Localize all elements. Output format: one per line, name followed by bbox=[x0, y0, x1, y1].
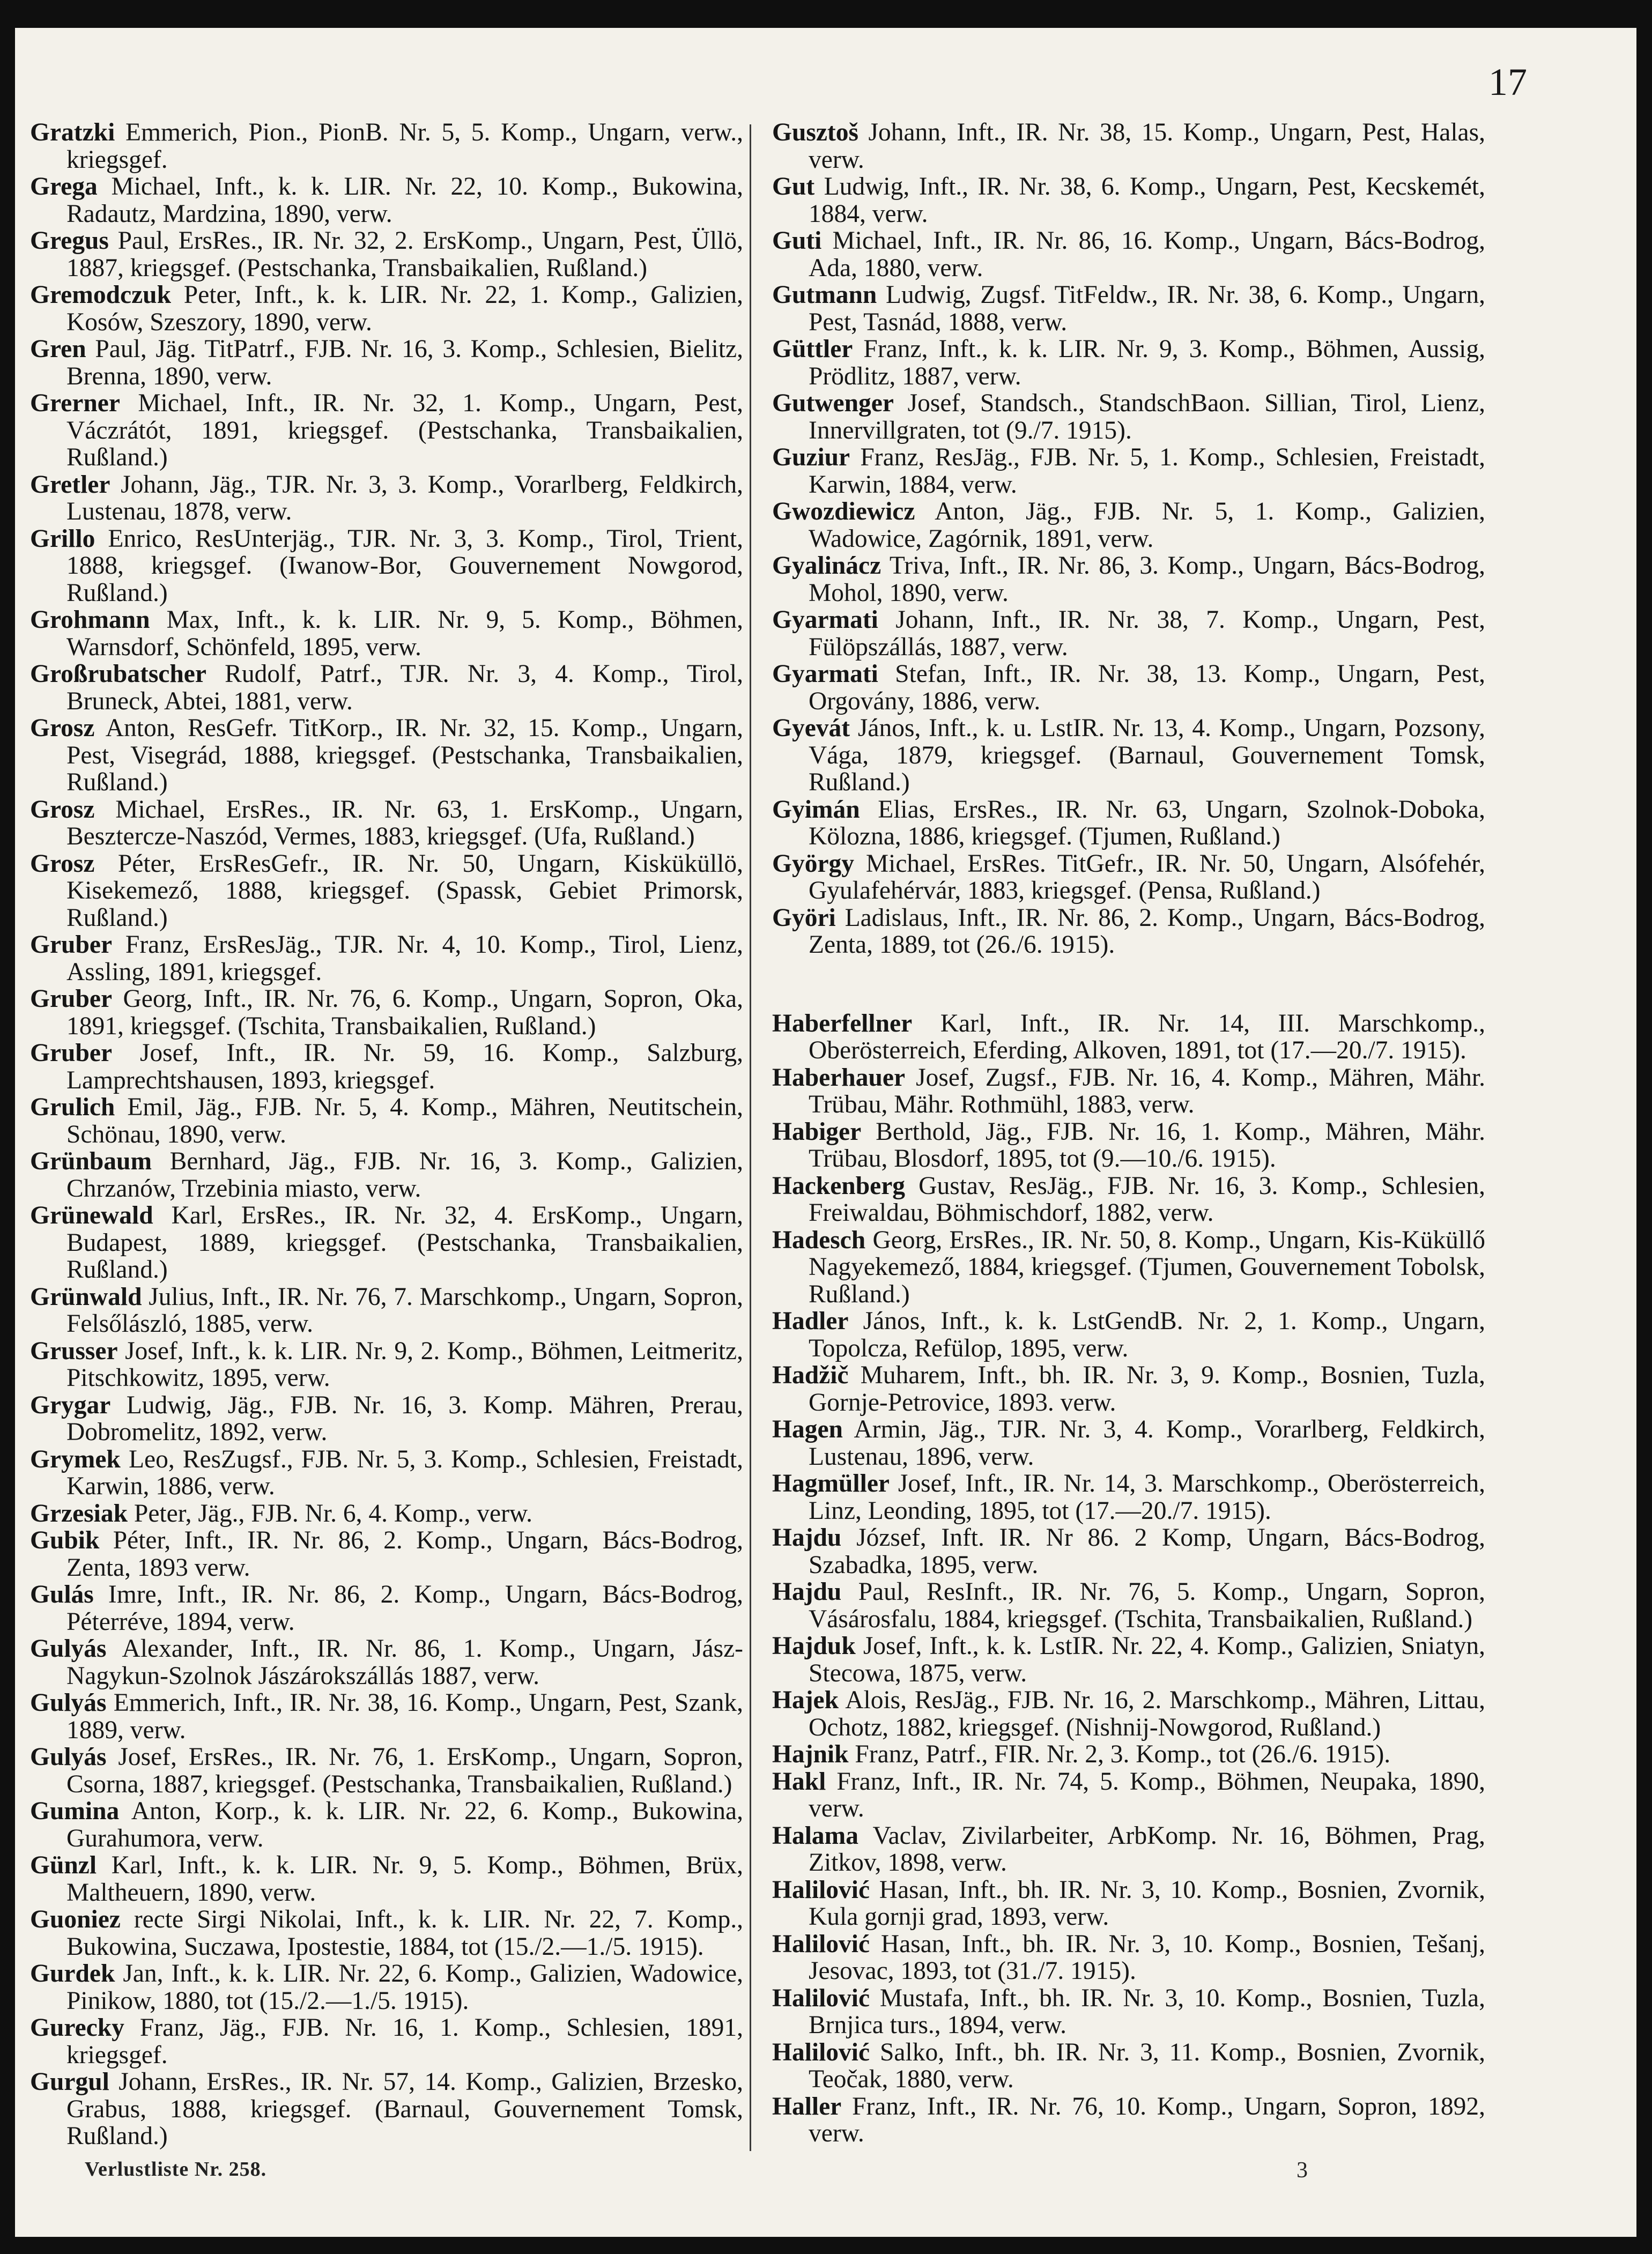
entry-details: Josef, ErsRes., IR. Nr. 76, 1. ErsKomp., Ungarn, Sopron, Csorna, 1887, kriegsgef. (Pestschanka, Transbaikalien, Rußland.) bbox=[66, 1743, 743, 1798]
casualty-entry bbox=[30, 850, 743, 932]
casualty-entry bbox=[772, 1064, 1485, 1118]
entry-details: Péter, ErsResGefr., IR. Nr. 50, Ungarn, Kisküküllö, Kisekemező, 1888, kriegsgef. (Spassk, Gebiet Primorsk, Rußland.) bbox=[66, 849, 743, 932]
entry-details: Michael, Inft., IR. Nr. 32, 1. Komp., Ungarn, Pest, Váczrátót, 1891, kriegsgef. (Pestschanka, Transbaikalien, Rußland.) bbox=[66, 389, 743, 471]
entry-surname: Hajnik bbox=[772, 1740, 849, 1768]
casualty-entry bbox=[30, 471, 743, 525]
entry-surname: Hagmüller bbox=[772, 1470, 890, 1497]
casualty-entry bbox=[772, 1173, 1485, 1227]
right-column bbox=[772, 119, 1485, 2147]
entry-details: Emmerich, Pion., PionB. Nr. 5, 5. Komp., Ungarn, verw., kriegsgef. bbox=[66, 118, 743, 174]
entry-details: Gustav, ResJäg., FJB. Nr. 16, 3. Komp., Schlesien, Freiwaldau, Böhmischdorf, 1882, verw. bbox=[809, 1172, 1485, 1227]
casualty-entry bbox=[772, 336, 1485, 390]
entry-details: Franz, Inft., IR. Nr. 76, 10. Komp., Ungarn, Sopron, 1892, verw. bbox=[809, 2092, 1485, 2147]
casualty-entry bbox=[772, 715, 1485, 796]
entry-details: Josef, Standsch., StandschBaon. Sillian, Tirol, Lienz, Innervillgraten, tot (9./7. 1915). bbox=[809, 389, 1485, 444]
entry-surname: Hajdu bbox=[772, 1524, 842, 1552]
entry-details: Ludwig, Inft., IR. Nr. 38, 6. Komp., Ungarn, Pest, Kecskemét, 1884, verw. bbox=[809, 173, 1485, 228]
casualty-entry bbox=[772, 796, 1485, 850]
casualty-entry bbox=[30, 1148, 743, 1202]
entry-details: Georg, Inft., IR. Nr. 76, 6. Komp., Ungarn, Sopron, Oka, 1891, kriegsgef. (Tschita, Transbaikalien, Rußland.) bbox=[66, 985, 743, 1040]
casualty-entry bbox=[772, 1362, 1485, 1416]
entry-details: Anton, Korp., k. k. LIR. Nr. 22, 6. Komp., Bukowina, Gurahumora, verw. bbox=[66, 1797, 743, 1852]
entry-details: Franz, Jäg., FJB. Nr. 16, 1. Komp., Schlesien, 1891, kriegsgef. bbox=[66, 2014, 743, 2069]
casualty-entry bbox=[30, 173, 743, 227]
casualty-entry bbox=[30, 715, 743, 796]
entry-surname: Hadžič bbox=[772, 1361, 849, 1389]
casualty-entry bbox=[30, 281, 743, 336]
entry-surname: György bbox=[772, 849, 855, 878]
casualty-entry bbox=[772, 606, 1485, 661]
casualty-entry bbox=[772, 1633, 1485, 1687]
casualty-entry bbox=[772, 1524, 1485, 1578]
casualty-entry bbox=[30, 1284, 743, 1338]
entry-details: Franz, ErsResJäg., TJR. Nr. 4, 10. Komp., Tirol, Lienz, Assling, 1891, kriegsgef. bbox=[66, 931, 743, 986]
entry-details: Anton, Jäg., FJB. Nr. 5, 1. Komp., Galizien, Wadowice, Zagórnik, 1891, verw. bbox=[809, 498, 1485, 553]
entry-details: Anton, ResGefr. TitKorp., IR. Nr. 32, 15. Komp., Ungarn, Pest, Visegrád, 1888, kriegsgef. (Pestschanka, Transbaikalien, Rußland.) bbox=[66, 714, 743, 796]
casualty-entry bbox=[30, 931, 743, 985]
entry-surname: Györi bbox=[772, 903, 836, 932]
entry-surname: Gut bbox=[772, 173, 815, 201]
entry-details: Ludwig, Zugsf. TitFeldw., IR. Nr. 38, 6. Komp., Ungarn, Pest, Tasnád, 1888, verw. bbox=[809, 281, 1485, 336]
entry-surname: Gyevát bbox=[772, 714, 850, 742]
entry-details: Emmerich, Inft., IR. Nr. 38, 16. Komp., Ungarn, Pest, Szank, 1889, verw. bbox=[66, 1689, 743, 1744]
casualty-entry bbox=[30, 1581, 743, 1635]
left-column bbox=[30, 119, 743, 2150]
entry-details: Franz, Inft., k. k. LIR. Nr. 9, 3. Komp., Böhmen, Aussig, Prödlitz, 1887, verw. bbox=[809, 335, 1485, 390]
casualty-entry bbox=[772, 552, 1485, 606]
entry-details: Josef, Inft., IR. Nr. 14, 3. Marschkomp., Oberösterreich, Linz, Leonding, 1895, tot (17.—20./7. 1915). bbox=[809, 1470, 1485, 1525]
casualty-entry bbox=[30, 1338, 743, 1392]
entry-details: Salko, Inft., bh. IR. Nr. 3, 11. Komp., Bosnien, Zvornik, Teočak, 1880, verw. bbox=[809, 2038, 1485, 2093]
casualty-entry bbox=[30, 796, 743, 850]
entry-surname: Gurdek bbox=[30, 1960, 115, 1988]
entry-details: Julius, Inft., IR. Nr. 76, 7. Marschkomp., Ungarn, Sopron, Felsőlászló, 1885, verw. bbox=[66, 1282, 743, 1338]
entry-details: Josef, Inft., k. k. LstIR. Nr. 22, 4. Komp., Galizien, Sniatyn, Stecowa, 1875, verw. bbox=[809, 1632, 1485, 1687]
entry-details: Peter, Inft., k. k. LIR. Nr. 22, 1. Komp., Galizien, Kosów, Szeszory, 1890, verw. bbox=[66, 281, 743, 336]
entry-details: Hasan, Inft., bh. IR. Nr. 3, 10. Komp., Bosnien, Zvornik, Kula gornji grad, 1893, verw. bbox=[809, 1875, 1485, 1931]
entry-details: János, Inft., k. k. LstGendB. Nr. 2, 1. Komp., Ungarn, Topolcza, Refülop, 1895, verw. bbox=[809, 1307, 1485, 1362]
entry-surname: Grünwald bbox=[30, 1282, 142, 1311]
entry-surname: Gulás bbox=[30, 1581, 94, 1608]
entry-surname: Gulyás bbox=[30, 1635, 107, 1663]
entry-surname: Gyarmati bbox=[772, 606, 878, 634]
entry-details: Johann, Jäg., TJR. Nr. 3, 3. Komp., Vorarlberg, Feldkirch, Lustenau, 1878, verw. bbox=[66, 470, 743, 525]
casualty-entry bbox=[30, 606, 743, 661]
entry-details: Mustafa, Inft., bh. IR. Nr. 3, 10. Komp., Bosnien, Tuzla, Brnjica turs., 1894, verw. bbox=[809, 1984, 1485, 2039]
casualty-entry bbox=[772, 1416, 1485, 1470]
casualty-entry bbox=[30, 661, 743, 715]
casualty-entry bbox=[772, 444, 1485, 498]
casualty-entry bbox=[772, 1308, 1485, 1362]
casualty-entry bbox=[30, 1689, 743, 1744]
entry-surname: Grillo bbox=[30, 524, 95, 553]
casualty-entry bbox=[30, 1446, 743, 1500]
entry-surname: Gutwenger bbox=[772, 389, 894, 417]
entry-surname: Grosz bbox=[30, 849, 95, 878]
entry-details: Max, Inft., k. k. LIR. Nr. 9, 5. Komp., Böhmen, Warnsdorf, Schönfeld, 1895, verw. bbox=[66, 606, 743, 661]
entry-surname: Grosz bbox=[30, 714, 95, 742]
casualty-entry bbox=[772, 390, 1485, 444]
entry-surname: Grosz bbox=[30, 795, 95, 824]
entry-details: Josef, Zugsf., FJB. Nr. 16, 4. Komp., Mähren, Mähr. Trübau, Mähr. Rothmühl, 1883, verw. bbox=[809, 1063, 1485, 1118]
entry-surname: Gretler bbox=[30, 470, 110, 499]
entry-details: Peter, Jäg., FJB. Nr. 6, 4. Komp., verw. bbox=[128, 1499, 533, 1528]
entry-surname: Grünbaum bbox=[30, 1147, 152, 1175]
casualty-entry bbox=[30, 227, 743, 281]
casualty-entry bbox=[772, 498, 1485, 552]
entry-details: Berthold, Jäg., FJB. Nr. 16, 1. Komp., Mähren, Mähr. Trübau, Blosdorf, 1895, tot (9.—10./6. 1915). bbox=[809, 1117, 1485, 1173]
entry-surname: Hakl bbox=[772, 1767, 826, 1796]
casualty-entry bbox=[30, 1635, 743, 1689]
casualty-entry bbox=[772, 1578, 1485, 1633]
entry-surname: Gwozdiewicz bbox=[772, 498, 915, 525]
entry-details: Karl, ErsRes., IR. Nr. 32, 4. ErsKomp., Ungarn, Budapest, 1889, kriegsgef. (Pestschanka, Transbaikalien, Rußland.) bbox=[66, 1202, 743, 1284]
casualty-entry bbox=[30, 390, 743, 471]
casualty-entry bbox=[772, 1768, 1485, 1822]
entry-details: Franz, Inft., IR. Nr. 74, 5. Komp., Böhmen, Neupaka, 1890, verw. bbox=[809, 1767, 1485, 1822]
entry-surname: Halilović bbox=[772, 1984, 870, 2012]
entry-surname: Haberfellner bbox=[772, 1009, 913, 1037]
entry-surname: Gulyás bbox=[30, 1689, 107, 1717]
entry-surname: Halama bbox=[772, 1821, 858, 1850]
entry-details: Michael, ErsRes. TitGefr., IR. Nr. 50, Ungarn, Alsófehér, Gyulafehérvár, 1883, kriegsgef. (Pensa, Rußland.) bbox=[809, 849, 1485, 904]
casualty-entry bbox=[772, 661, 1485, 715]
entry-surname: Gumina bbox=[30, 1797, 120, 1825]
entry-details: Vaclav, Zivilarbeiter, ArbKomp. Nr. 16, Böhmen, Prag, Zitkov, 1898, verw. bbox=[809, 1821, 1485, 1877]
entry-details: Franz, Patrf., FIR. Nr. 2, 3. Komp., tot (26./6. 1915). bbox=[848, 1740, 1391, 1768]
entry-surname: Grygar bbox=[30, 1391, 111, 1419]
entry-surname: Gurecky bbox=[30, 2014, 124, 2042]
casualty-entry bbox=[30, 1798, 743, 1852]
casualty-entry bbox=[772, 1118, 1485, 1173]
entry-details: Leo, ResZugsf., FJB. Nr. 5, 3. Komp., Schlesien, Freistadt, Karwin, 1886, verw. bbox=[66, 1445, 743, 1500]
entry-surname: Gren bbox=[30, 335, 86, 363]
entry-surname: Günzl bbox=[30, 1851, 97, 1879]
entry-surname: Güttler bbox=[772, 335, 853, 363]
casualty-entry bbox=[772, 1227, 1485, 1308]
entry-details: József, Inft. IR. Nr 86. 2 Komp, Ungarn, Bács-Bodrog, Szabadka, 1895, verw. bbox=[809, 1524, 1485, 1579]
entry-surname: Guti bbox=[772, 227, 822, 255]
casualty-entry bbox=[30, 1960, 743, 2014]
entry-surname: Gyalinácz bbox=[772, 552, 881, 580]
casualty-entry bbox=[772, 119, 1485, 173]
casualty-entry bbox=[30, 1392, 743, 1446]
entry-surname: Gyarmati bbox=[772, 660, 878, 688]
entry-surname: Habiger bbox=[772, 1117, 862, 1146]
entry-details: Karl, Inft., IR. Nr. 14, III. Marschkomp., Oberösterreich, Eferding, Alkoven, 1891, tot (17.—20./7. 1915). bbox=[809, 1009, 1485, 1064]
entry-surname: Haberhauer bbox=[772, 1063, 906, 1092]
casualty-entry bbox=[772, 850, 1485, 904]
entry-details: Jan, Inft., k. k. LIR. Nr. 22, 6. Komp., Galizien, Wadowice, Pinikow, 1880, tot (15./2.—1./5. 1915). bbox=[66, 1960, 743, 2015]
entry-surname: Hadesch bbox=[772, 1226, 866, 1254]
footer-sheet-number: 3 bbox=[1297, 2158, 1308, 2183]
entry-details: Ladislaus, Inft., IR. Nr. 86, 2. Komp., Ungarn, Bács-Bodrog, Zenta, 1889, tot (26./6. 1915). bbox=[809, 903, 1485, 959]
entry-surname: Guoniez bbox=[30, 1905, 121, 1933]
entry-surname: Gruber bbox=[30, 985, 113, 1013]
casualty-entry bbox=[30, 525, 743, 607]
entry-details: Imre, Inft., IR. Nr. 86, 2. Komp., Ungarn, Bács-Bodrog, Péterréve, 1894, verw. bbox=[66, 1581, 743, 1636]
casualty-entry bbox=[30, 1094, 743, 1148]
casualty-entry bbox=[772, 1931, 1485, 1985]
casualty-entry bbox=[30, 985, 743, 1040]
column-divider bbox=[750, 124, 751, 2151]
entry-surname: Halilović bbox=[772, 2038, 870, 2066]
entry-details: Enrico, ResUnterjäg., TJR. Nr. 3, 3. Komp., Tirol, Trient, 1888, kriegsgef. (Iwanow-Bor, Gouvernement Nowgorod, Rußland.) bbox=[66, 524, 743, 607]
casualty-entry bbox=[772, 904, 1485, 959]
entry-surname: Hackenberg bbox=[772, 1172, 906, 1200]
casualty-entry bbox=[30, 1040, 743, 1094]
entry-details: Karl, Inft., k. k. LIR. Nr. 9, 5. Komp., Böhmen, Brüx, Maltheuern, 1890, verw. bbox=[66, 1851, 743, 1907]
entry-surname: Grerner bbox=[30, 389, 120, 417]
entry-details: Ludwig, Jäg., FJB. Nr. 16, 3. Komp. Mähren, Prerau, Dobromelitz, 1892, verw. bbox=[66, 1391, 743, 1446]
casualty-entry bbox=[30, 336, 743, 390]
casualty-entry bbox=[772, 1010, 1485, 1064]
casualty-entry bbox=[30, 2068, 743, 2150]
entry-surname: Guziur bbox=[772, 443, 850, 471]
entry-surname: Gruber bbox=[30, 931, 113, 959]
casualty-entry bbox=[30, 1906, 743, 1960]
entry-surname: Gurgul bbox=[30, 2068, 109, 2096]
casualty-entry bbox=[30, 1202, 743, 1284]
entry-details: Johann, Inft., IR. Nr. 38, 15. Komp., Ungarn, Pest, Halas, verw. bbox=[809, 118, 1485, 174]
entry-surname: Hajek bbox=[772, 1686, 839, 1714]
entry-details: Franz, ResJäg., FJB. Nr. 5, 1. Komp., Schlesien, Freistadt, Karwin, 1884, verw. bbox=[809, 443, 1485, 499]
entry-surname: Gutmann bbox=[772, 281, 877, 309]
entry-details: Muharem, Inft., bh. IR. Nr. 3, 9. Komp., Bosnien, Tuzla, Gornje-Petrovice, 1893. verw. bbox=[809, 1361, 1485, 1417]
casualty-entry bbox=[772, 2039, 1485, 2093]
entry-surname: Gregus bbox=[30, 227, 109, 255]
document-page bbox=[15, 28, 1636, 2237]
entry-surname: Haller bbox=[772, 2092, 842, 2120]
entry-surname: Gubik bbox=[30, 1526, 100, 1554]
page-number: 17 bbox=[1488, 61, 1527, 103]
entry-surname: Grulich bbox=[30, 1093, 115, 1121]
entry-details: Georg, ErsRes., IR. Nr. 50, 8. Komp., Ungarn, Kis-Küküllő Nagyekemező, 1884, kriegsgef. (Tjumen, Gouvernement Tobolsk, Rußland.) bbox=[809, 1226, 1485, 1308]
entry-surname: Hajdu bbox=[772, 1578, 842, 1606]
entry-surname: Gruber bbox=[30, 1039, 113, 1067]
entry-details: Stefan, Inft., IR. Nr. 38, 13. Komp., Ungarn, Pest, Orgovány, 1886, verw. bbox=[809, 660, 1485, 715]
entry-surname: Grzesiak bbox=[30, 1499, 128, 1528]
entry-surname: Gyimán bbox=[772, 795, 860, 824]
casualty-entry bbox=[772, 1985, 1485, 2039]
entry-surname: Hagen bbox=[772, 1415, 843, 1443]
entry-details: Johann, Inft., IR. Nr. 38, 7. Komp., Ungarn, Pest, Fülöpszállás, 1887, verw. bbox=[809, 606, 1485, 661]
casualty-entry bbox=[772, 1687, 1485, 1741]
entry-details: Alois, ResJäg., FJB. Nr. 16, 2. Marschkomp., Mähren, Littau, Ochotz, 1882, kriegsgef. (Nishnij-Nowgorod, Rußland.) bbox=[809, 1686, 1485, 1741]
entry-details: Armin, Jäg., TJR. Nr. 3, 4. Komp., Vorarlberg, Feldkirch, Lustenau, 1896, verw. bbox=[809, 1415, 1485, 1471]
footer-list-label: Verlustliste Nr. 258. bbox=[85, 2158, 267, 2181]
entry-surname: Grohmann bbox=[30, 606, 150, 634]
entry-details: Triva, Inft., IR. Nr. 86, 3. Komp., Ungarn, Bács-Bodrog, Mohol, 1890, verw. bbox=[809, 552, 1485, 607]
entry-details: Emil, Jäg., FJB. Nr. 5, 4. Komp., Mähren, Neutitschein, Schönau, 1890, verw. bbox=[66, 1093, 743, 1148]
entry-details: Michael, Inft., k. k. LIR. Nr. 22, 10. Komp., Bukowina, Radautz, Mardzina, 1890, verw. bbox=[66, 173, 743, 228]
entry-details: Elias, ErsRes., IR. Nr. 63, Ungarn, Szolnok-Doboka, Kölozna, 1886, kriegsgef. (Tjumen, Rußland.) bbox=[809, 795, 1485, 850]
entry-surname: Großrubatscher bbox=[30, 660, 206, 688]
entry-details: Péter, Inft., IR. Nr. 86, 2. Komp., Ungarn, Bács-Bodrog, Zenta, 1893 verw. bbox=[66, 1526, 743, 1582]
casualty-entry bbox=[30, 1527, 743, 1581]
casualty-entry bbox=[30, 1744, 743, 1798]
entry-surname: Gratzki bbox=[30, 118, 115, 146]
casualty-entry bbox=[30, 2014, 743, 2068]
entry-surname: Hajduk bbox=[772, 1632, 856, 1660]
casualty-entry bbox=[30, 1500, 743, 1528]
entry-surname: Gusztoš bbox=[772, 118, 858, 146]
entry-surname: Gremodczuk bbox=[30, 281, 171, 309]
entry-details: Johann, ErsRes., IR. Nr. 57, 14. Komp., Galizien, Brzesko, Grabus, 1888, kriegsgef. (Barnaul, Gouvernement Tomsk, Rußland.) bbox=[66, 2068, 743, 2150]
entry-details: Michael, ErsRes., IR. Nr. 63, 1. ErsKomp., Ungarn, Besztercze-Naszód, Vermes, 1883, kriegsgef. (Ufa, Rußland.) bbox=[66, 795, 743, 850]
casualty-entry bbox=[30, 1852, 743, 1906]
entry-surname: Halilović bbox=[772, 1875, 870, 1904]
entry-details: Rudolf, Patrf., TJR. Nr. 3, 4. Komp., Tirol, Bruneck, Abtei, 1881, verw. bbox=[66, 660, 743, 715]
casualty-entry bbox=[30, 119, 743, 173]
entry-details: Paul, Jäg. TitPatrf., FJB. Nr. 16, 3. Komp., Schlesien, Bielitz, Brenna, 1890, verw. bbox=[66, 335, 743, 390]
entry-details: recte Sirgi Nikolai, Inft., k. k. LIR. Nr. 22, 7. Komp., Bukowina, Suczawa, Ipostestie, 1884, tot (15./2.—1./5. 1915). bbox=[66, 1905, 743, 1961]
casualty-entry bbox=[772, 173, 1485, 227]
entry-surname: Halilović bbox=[772, 1930, 870, 1958]
entry-surname: Grünewald bbox=[30, 1202, 153, 1229]
entry-details: Paul, ResInft., IR. Nr. 76, 5. Komp., Ungarn, Sopron, Vásárosfalu, 1884, kriegsgef. (Tschita, Transbaikalien, Rußland.) bbox=[809, 1578, 1485, 1633]
entry-details: Josef, Inft., IR. Nr. 59, 16. Komp., Salzburg, Lamprechtshausen, 1893, kriegsgef. bbox=[66, 1039, 743, 1094]
entry-details: Bernhard, Jäg., FJB. Nr. 16, 3. Komp., Galizien, Chrzanów, Trzebinia miasto, verw. bbox=[66, 1147, 743, 1203]
casualty-entry bbox=[772, 1877, 1485, 1931]
entry-details: Paul, ErsRes., IR. Nr. 32, 2. ErsKomp., Ungarn, Pest, Üllö, 1887, kriegsgef. (Pestschanka, Transbaikalien, Rußland.) bbox=[66, 227, 743, 282]
casualty-entry bbox=[772, 227, 1485, 281]
casualty-entry bbox=[772, 1822, 1485, 1877]
casualty-entry bbox=[772, 2093, 1485, 2147]
entry-details: Josef, Inft., k. k. LIR. Nr. 9, 2. Komp., Böhmen, Leitmeritz, Pitschkowitz, 1895, verw. bbox=[66, 1337, 743, 1392]
casualty-entry bbox=[772, 1741, 1485, 1768]
entry-details: Alexander, Inft., IR. Nr. 86, 1. Komp., Ungarn, Jász-Nagykun-Szolnok Jászárokszállás 1887, verw. bbox=[66, 1635, 743, 1690]
entry-details: Michael, Inft., IR. Nr. 86, 16. Komp., Ungarn, Bács-Bodrog, Ada, 1880, verw. bbox=[809, 227, 1485, 282]
entry-surname: Gulyás bbox=[30, 1743, 107, 1771]
casualty-entry bbox=[772, 281, 1485, 336]
entry-details: János, Inft., k. u. LstIR. Nr. 13, 4. Komp., Ungarn, Pozsony, Vága, 1879, kriegsgef. (Barnaul, Gouvernement Tomsk, Rußland.) bbox=[809, 714, 1485, 796]
entry-surname: Hadler bbox=[772, 1307, 849, 1335]
entry-surname: Grusser bbox=[30, 1337, 118, 1365]
casualty-entry bbox=[772, 1470, 1485, 1524]
entry-surname: Grymek bbox=[30, 1445, 121, 1473]
entry-details: Hasan, Inft., bh. IR. Nr. 3, 10. Komp., Bosnien, Tešanj, Jesovac, 1893, tot (31./7. 1915). bbox=[809, 1930, 1485, 1985]
entry-surname: Grega bbox=[30, 173, 98, 201]
